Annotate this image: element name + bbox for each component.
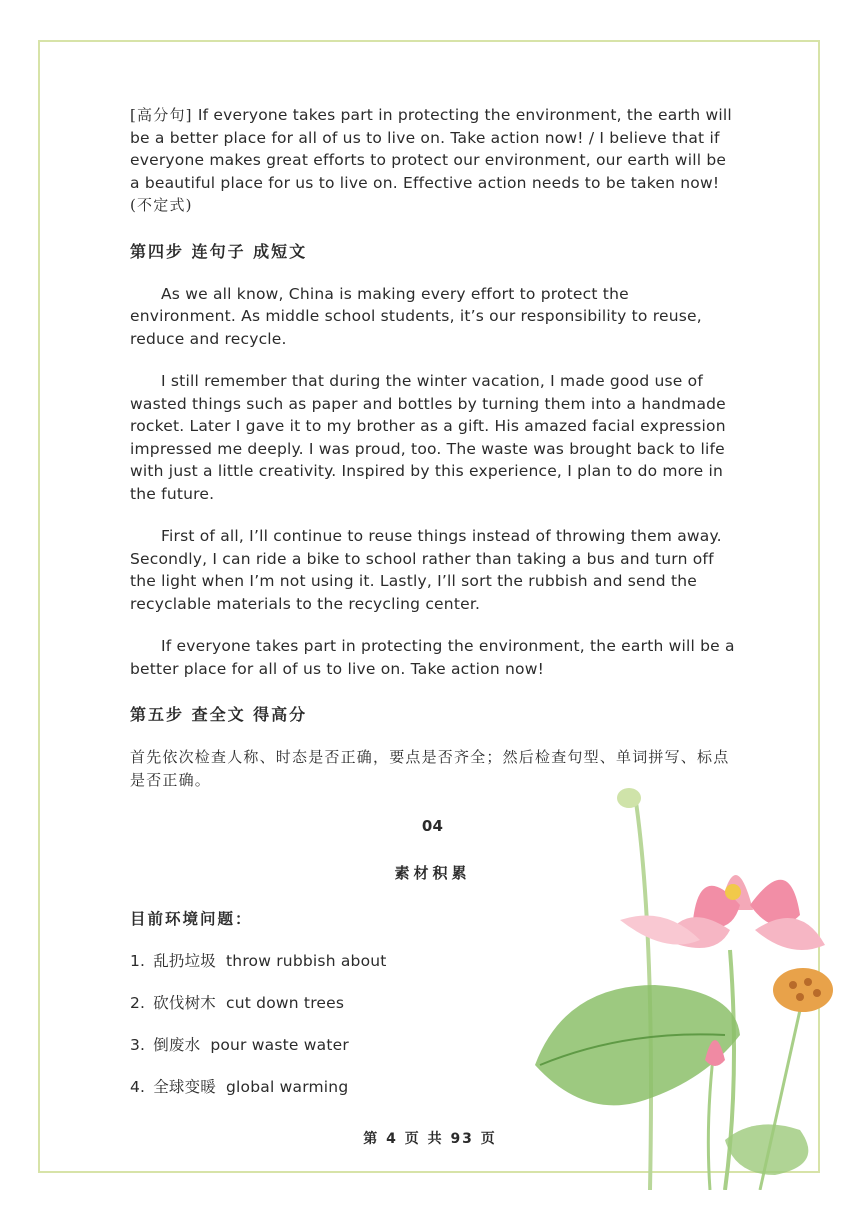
- list-item: 2. 砍伐树木 cut down trees: [130, 994, 345, 1012]
- essay-paragraph-4: If everyone takes part in protecting the environment, the earth will be a better place for all of us to live on. Take action now!: [130, 637, 735, 678]
- high-score-label: [高分句]: [130, 106, 193, 124]
- essay-paragraph-3: First of all, I’ll continue to reuse things instead of throwing them away. Secondly, I can ride a bike to school rather than taking a bus and turn off the light when I’m not using it. Lastly, I’ll sort the rubbish and send the recyclable materials to the recycling center.: [130, 527, 722, 613]
- high-score-note: (不定式): [130, 196, 193, 214]
- step5-heading: 第五步 查全文 得高分: [130, 705, 308, 724]
- essay-paragraph-1: As we all know, China is making every effort to protect the environment. As middle school students, it’s our responsibility to reuse, reduce and recycle.: [130, 284, 702, 348]
- high-score-sentence: [130, 104, 735, 217]
- section-number: 04: [421, 817, 444, 835]
- list-item: 1. 乱扔垃圾 throw rubbish about: [130, 952, 387, 970]
- essay-paragraph-2: I still remember that during the winter vacation, I made good use of wasted things such as paper and bottles by turning them into a handmade rocket. Later I gave it to my brother as a gift. His amazed facial expression impressed me deeply. I was proud, too. The waste was brought back to life with just a little creativity. Inspired by this experience, I plan to do more in the future.: [130, 372, 726, 503]
- page-footer: 第 4 页 共 93 页: [363, 1131, 497, 1147]
- section-title: 素材积累: [394, 863, 471, 882]
- list-item: 3. 倒废水 pour waste water: [130, 1036, 349, 1054]
- step4-heading: 第四步 连句子 成短文: [130, 241, 308, 261]
- step5-text: 首先依次检查人称、时态是否正确，要点是否齐全；然后检查句型、单词拼写、标点是否正确。: [130, 748, 730, 789]
- list-item: 4. 全球变暖 global warming: [130, 1078, 349, 1096]
- high-score-text: If everyone takes part in protecting the environment, the earth will be a better place for all of us to live on. Take action now! / I believe that if everyone makes great efforts to protect our environment, our earth will be a beautiful place for us to live on. Effective action needs to be taken now!: [130, 106, 732, 192]
- problems-heading: 目前环境问题：: [130, 910, 253, 928]
